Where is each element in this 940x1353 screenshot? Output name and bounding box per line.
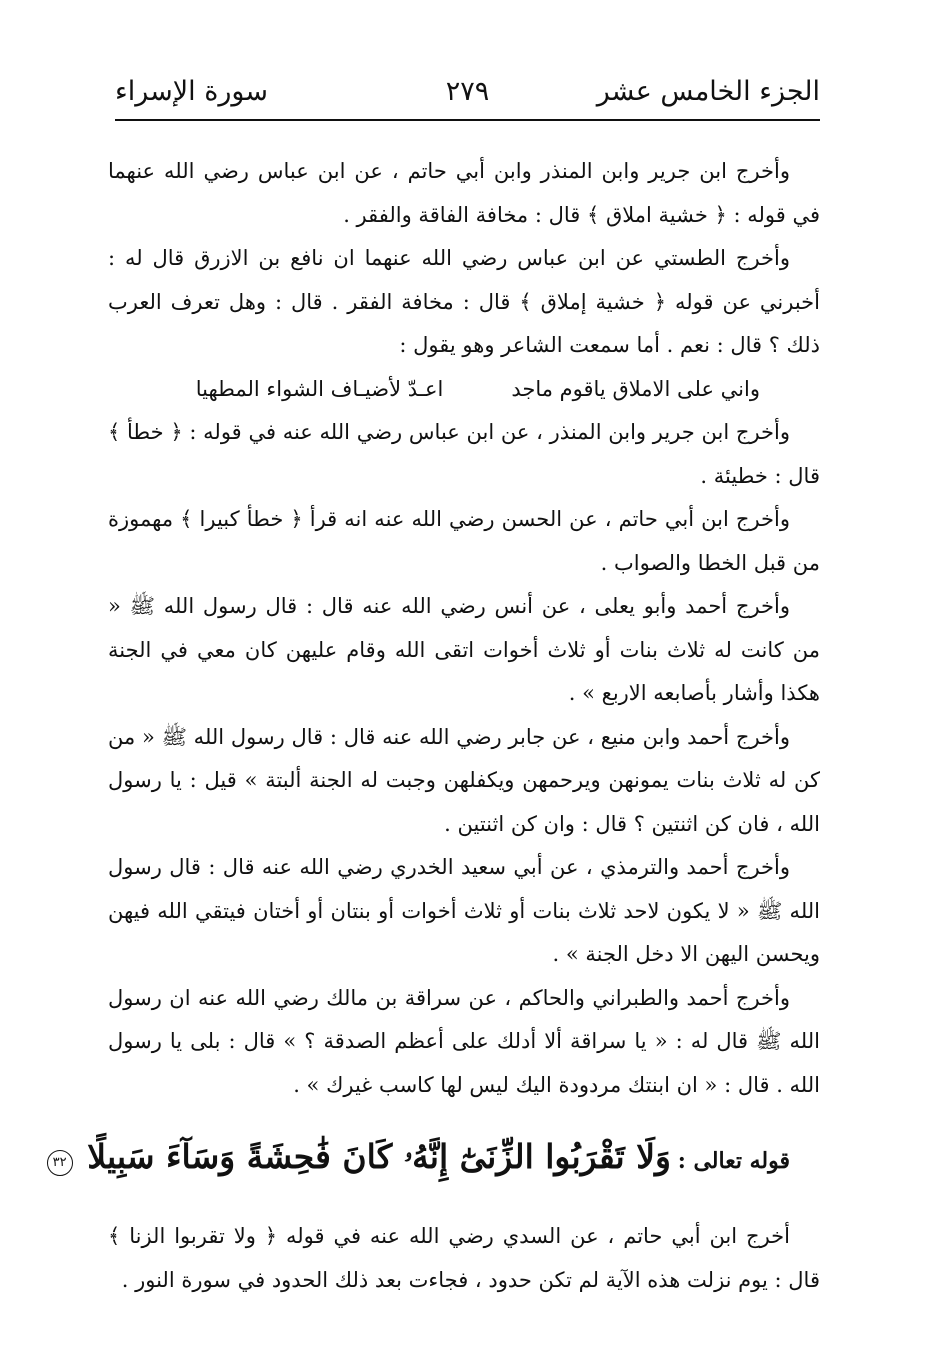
page-body <box>52 150 820 1302</box>
ayah-heading <box>52 1127 820 1191</box>
poetry-verse <box>108 368 820 412</box>
verse-second-hemistich: اعـدّ لأضيـاف الشواء المطهيا <box>195 376 444 401</box>
book-part-label: الجزء الخامس عشر <box>596 76 820 107</box>
paragraph: وأخرج أحمد والطبراني والحاكم ، عن سراقة بن مالك رضي الله عنه ان رسول الله ﷺ قال له : « يا سراقة ألا أدلك على أعظم الصدقة ؟ » قال : بلى يا رسول الله . قال : « ان ابنتك مردودة اليك ليس لها كاسب غيرك » . <box>108 985 820 1097</box>
paragraph: وأخرج ابن أبي حاتم ، عن الحسن رضي الله عنه انه قرأ ﴿ خطأ كبيرا ﴾ مهموزة من قبل الخطا والصواب . <box>108 507 820 575</box>
header-divider <box>115 119 820 121</box>
surah-name-label: سورة الإسراء <box>115 76 268 107</box>
paragraph: وأخرج ابن جرير وابن المنذر وابن أبي حاتم ، عن ابن عباس رضي الله عنهما في قوله : ﴿ خشية املاق ﴾ قال : مخافة الفاقة والفقر . <box>108 159 820 227</box>
ayah-text: وَلَا تَقْرَبُوا الزِّنَىٰٓ إِنَّهُۥ كَانَ فَٰحِشَةً وَسَآءَ سَبِيلًا <box>87 1137 671 1176</box>
paragraph: وأخرج أحمد وأبو يعلى ، عن أنس رضي الله عنه قال : قال رسول الله ﷺ « من كانت له ثلاث بنات أو ثلاث أخوات اتقى الله وقام عليهن كان معي في الجنة هكذا وأشار بأصابعه الاربع » . <box>108 594 820 705</box>
paragraph: أخرج ابن أبي حاتم ، عن السدي رضي الله عنه في قوله ﴿ ولا تقربوا الزنا ﴾ قال : يوم نزلت هذه الآية لم تكن حدود ، فجاءت بعد ذلك الحدود في سورة النور . <box>108 1224 820 1292</box>
paragraph: وأخرج الطستي عن ابن عباس رضي الله عنهما ان نافع بن الازرق قال له : أخبرني عن قوله ﴿ خشية إملاق ﴾ قال : مخافة الفقر . قال : وهل تعرف العرب ذلك ؟ قال : نعم . أما سمعت الشاعر وهو يقول : <box>108 246 820 357</box>
page-header <box>115 72 820 112</box>
paragraph: وأخرج أحمد والترمذي ، عن أبي سعيد الخدري رضي الله عنه قال : قال رسول الله ﷺ « لا يكون لاحد ثلاث بنات أو ثلاث أخوات أو بنتان أو أختان فيتقي الله فيهن ويحسن اليهن الا دخل الجنة » . <box>108 855 820 966</box>
paragraph: وأخرج أحمد وابن منيع ، عن جابر رضي الله عنه قال : قال رسول الله ﷺ « من كن له ثلاث بنات يمونهن ويرحمهن ويكفلهن وجبت له الجنة ألبتة » قيل : يا رسول الله ، فان كن اثنتين ؟ قال : وان كن اثنتين . <box>108 724 820 836</box>
ayah-number-marker: ٣٢ <box>47 1150 73 1176</box>
ayah-label: قوله تعالى : <box>677 1148 790 1174</box>
page-number: ٢٧٩ <box>445 76 490 107</box>
verse-first-hemistich: واني على الاملاق ياقوم ماجد <box>511 376 760 401</box>
paragraph: وأخرج ابن جرير وابن المنذر ، عن ابن عباس رضي الله عنه في قوله : ﴿ خطأ ﴾ قال : خطيئة . <box>108 420 820 488</box>
